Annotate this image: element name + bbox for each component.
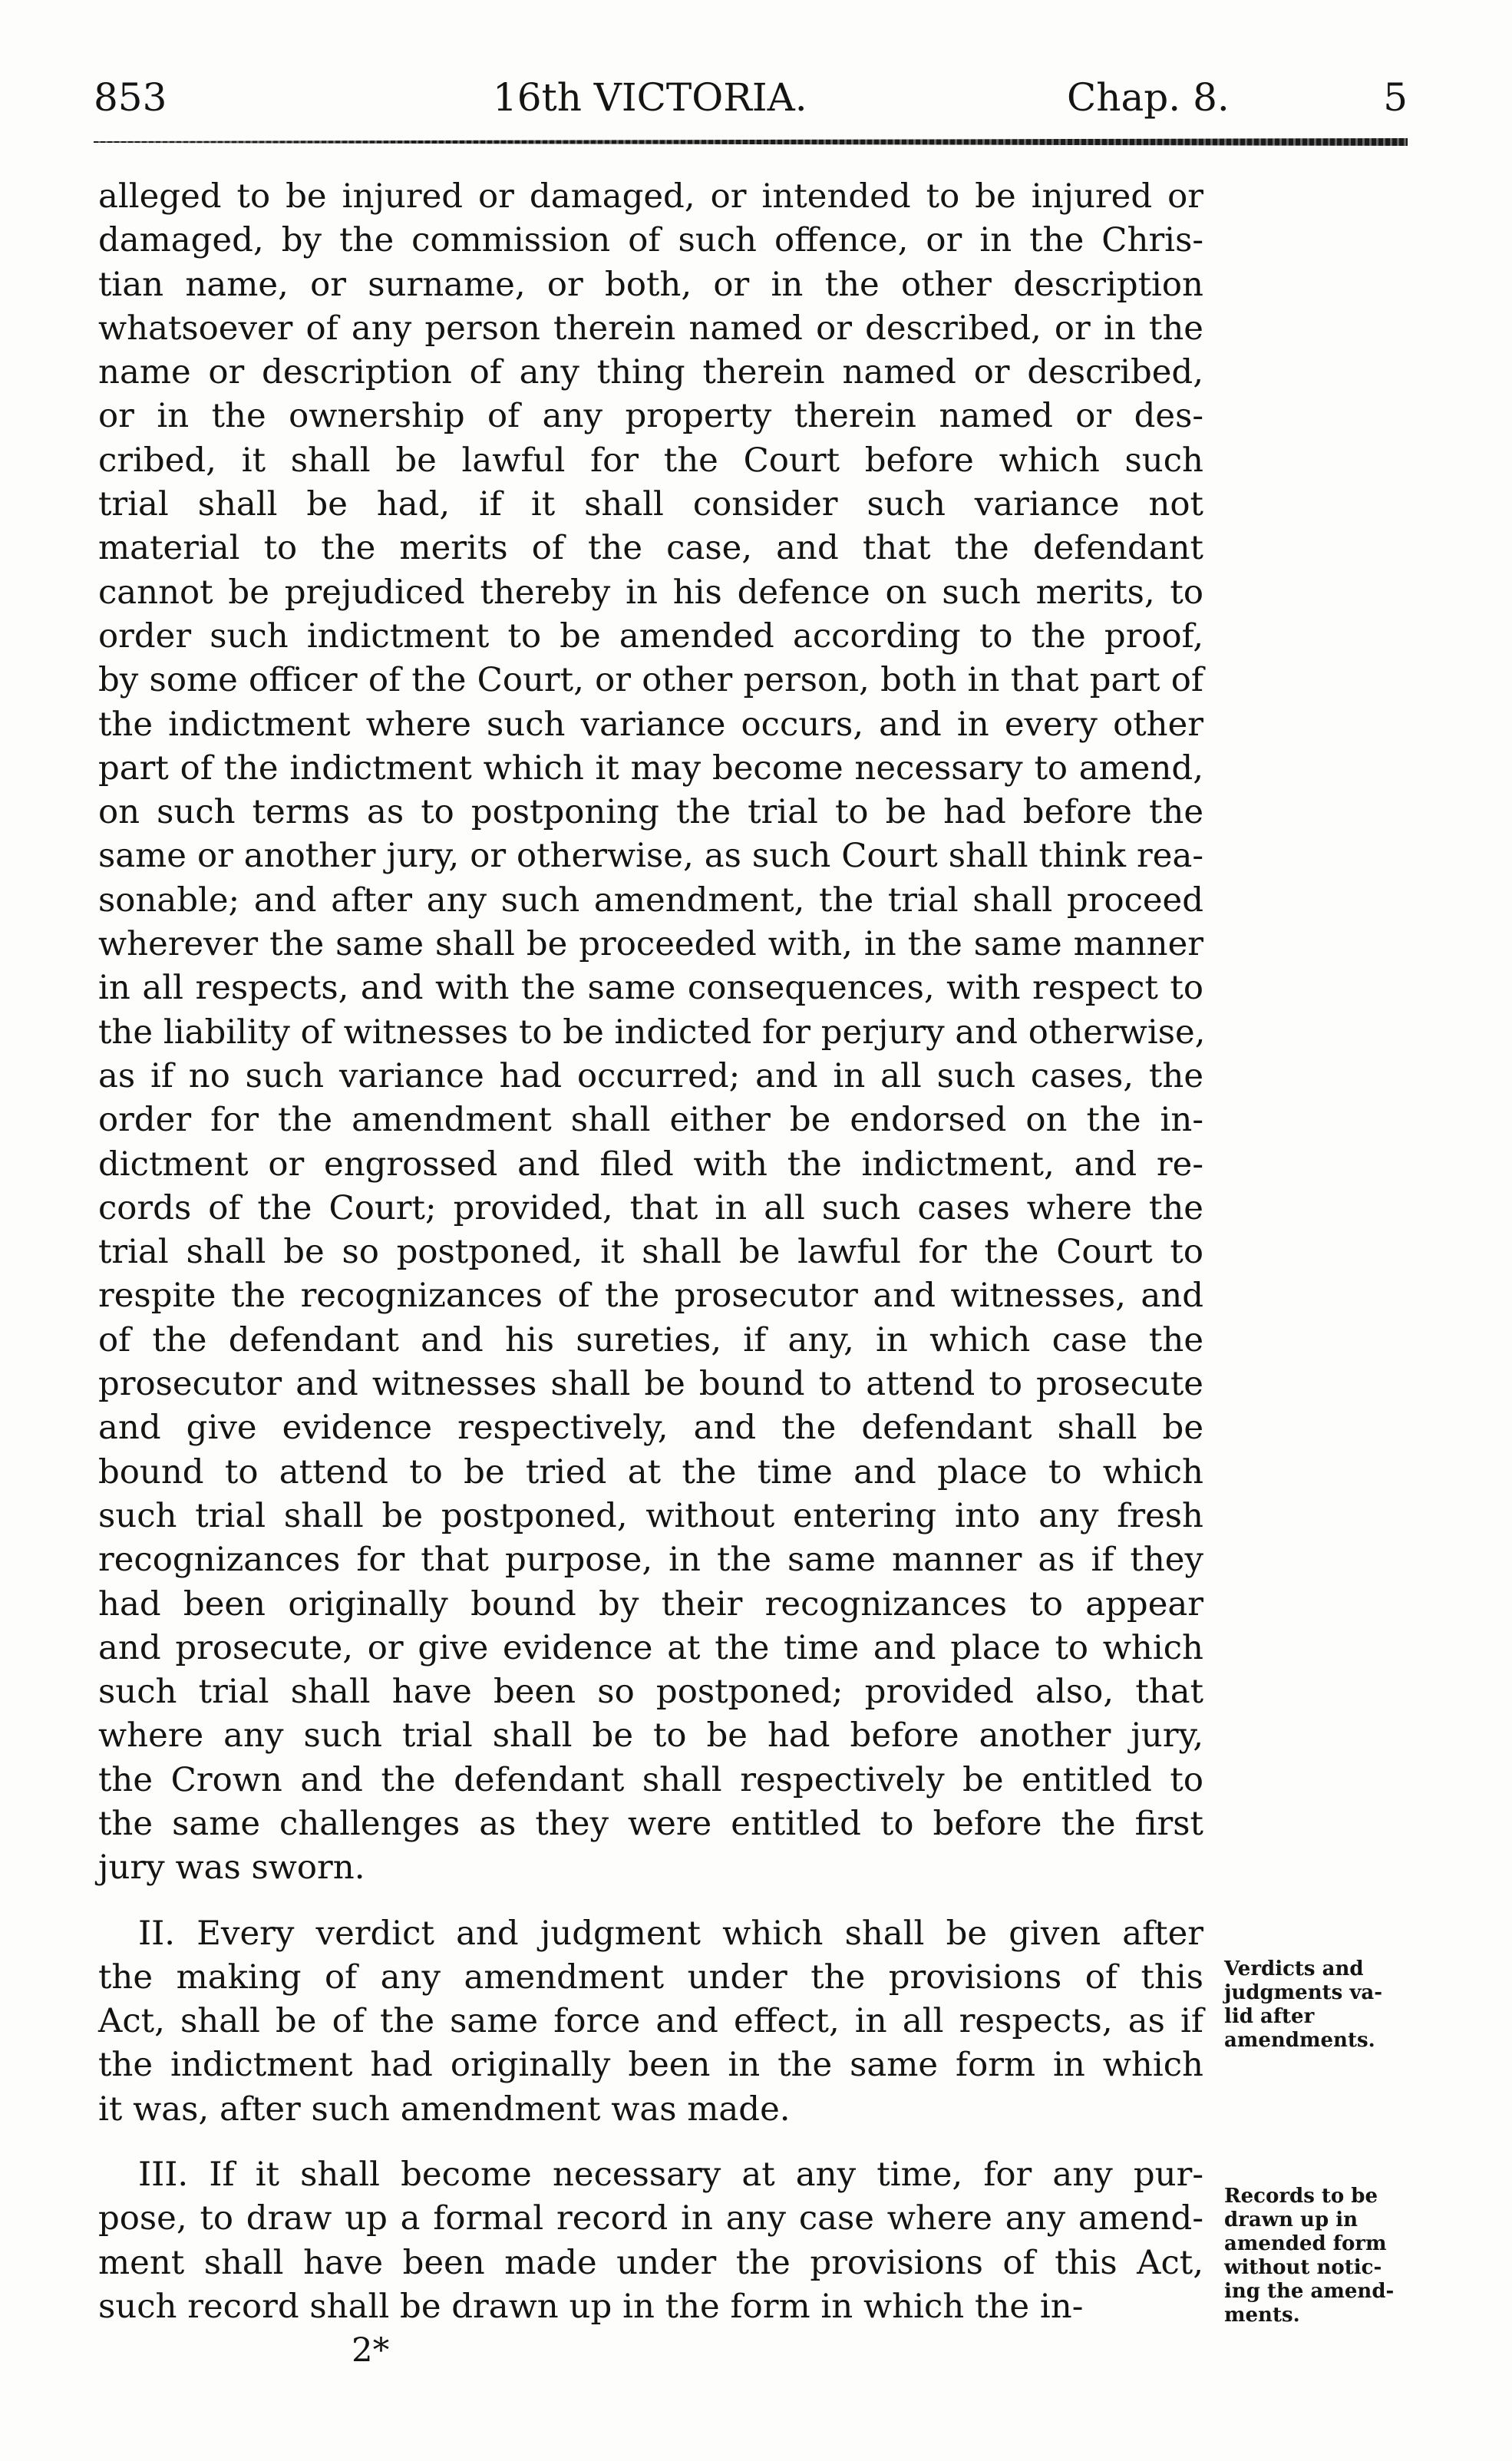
text-line: same or another jury, or otherwise, as such Court shall think rea- [98, 837, 1203, 876]
text-line: bound to attend to be tried at the time and place to which [98, 1452, 1203, 1491]
text-line: by some officer of the Court, or other person, both in that part of [98, 661, 1203, 700]
text-line: it was, after such amendment was made. [98, 2089, 791, 2129]
running-title: 16th VICTORIA. [493, 75, 807, 120]
text-line: prosecutor and witnesses shall be bound to attend to prosecute [98, 1365, 1203, 1404]
text-line: III. If it shall become necessary at any time, for any pur- [138, 2155, 1203, 2195]
text-line: pose, to draw up a formal record in any case where any amend- [98, 2199, 1203, 2238]
text-line: the liability of witnesses to be indicted for perjury and otherwise, [98, 1012, 1206, 1052]
paragraph-1 [98, 175, 1206, 1891]
text-line: where any such trial shall be to be had before another jury, [98, 1716, 1203, 1756]
margin-note-line: Records to be [1224, 2185, 1378, 2208]
paragraph-3-section-iii [98, 2153, 1203, 2329]
text-line: cribed, it shall be lawful for the Court before which such [98, 441, 1203, 480]
page-number-left: 853 [94, 75, 167, 120]
text-line: respite the recognizances of the prosecutor and witnesses, and [98, 1277, 1203, 1316]
text-line: of the defendant and his sureties, if any, in which case the [98, 1320, 1203, 1359]
body-text [98, 175, 1206, 2373]
margin-note-line: amendments. [1224, 2029, 1375, 2052]
text-line: alleged to be injured or damaged, or intended to be injured or [98, 177, 1203, 216]
text-line: and prosecute, or give evidence at the time and place to which [98, 1628, 1203, 1667]
text-line: tian name, or surname, or both, or in the other description [98, 265, 1203, 304]
text-line: or in the ownership of any property therein named or des- [98, 397, 1203, 436]
margin-note-verdicts [1224, 1957, 1424, 2053]
signature-mark: 2* [352, 2331, 390, 2370]
text-line: order for the amendment shall either be endorsed on the in- [98, 1101, 1203, 1140]
text-line: dictment or engrossed and filed with the indictment, and re- [98, 1145, 1203, 1184]
text-line: as if no such variance had occurred; and in all such cases, the [98, 1056, 1203, 1095]
text-line: jury was sworn. [98, 1848, 365, 1888]
text-line: such trial shall be postponed, without entering into any fresh [98, 1496, 1203, 1535]
header-rule [94, 138, 1408, 146]
margin-note-line: judgments va- [1224, 1981, 1383, 2004]
margin-note-line: ing the amend- [1224, 2280, 1395, 2303]
text-line: name or description of any thing therein named or described, [98, 353, 1203, 392]
chapter-label: Chap. 8. [1067, 75, 1230, 120]
margin-note-line: amended form [1224, 2232, 1387, 2255]
text-line: the making of any amendment under the provisions of this [98, 1957, 1203, 1997]
text-line: trial shall be so postponed, it shall be lawful for the Court to [98, 1233, 1203, 1272]
text-line: cords of the Court; provided, that in all such cases where the [98, 1188, 1203, 1227]
text-line: on such terms as to postponing the trial to be had before the [98, 793, 1203, 832]
margin-note-line: without notic- [1224, 2256, 1382, 2279]
text-line: recognizances for that purpose, in the same manner as if they [98, 1541, 1203, 1580]
text-line: cannot be prejudiced thereby in his defence on such merits, to [98, 573, 1203, 612]
text-line: order such indictment to be amended according to the proof, [98, 616, 1203, 656]
text-line: II. Every verdict and judgment which shall be given after [138, 1914, 1203, 1953]
text-line: trial shall be had, if it shall consider such variance not [98, 485, 1203, 524]
text-line: sonable; and after any such amendment, the trial shall proceed [98, 880, 1203, 920]
margin-note-records [1224, 2185, 1424, 2327]
text-line: the same challenges as they were entitled to before the first [98, 1804, 1203, 1843]
text-line: and give evidence respectively, and the defendant shall be [98, 1409, 1203, 1448]
text-line: damaged, by the commission of such offence, or in the Chris- [98, 221, 1203, 260]
paragraph-2-section-ii [98, 1912, 1203, 2132]
text-line: such trial shall have been so postponed; provided also, that [98, 1673, 1203, 1712]
text-line: the Crown and the defendant shall respectively be entitled to [98, 1760, 1203, 1799]
text-line: the indictment where such variance occurs, and in every other [98, 705, 1203, 744]
text-line: ment shall have been made under the provisions of this Act, [98, 2243, 1203, 2282]
margin-note-line: Verdicts and [1224, 1957, 1364, 1980]
text-line: whatsoever of any person therein named or described, or in the [98, 309, 1203, 348]
margin-note-line: ments. [1224, 2304, 1300, 2327]
text-line: in all respects, and with the same consequences, with respect to [98, 969, 1203, 1008]
text-line: had been originally bound by their recognizances to appear [98, 1584, 1203, 1624]
margin-note-line: lid after [1224, 2005, 1315, 2028]
text-line: wherever the same shall be proceeded with, in the same manner [98, 925, 1203, 964]
text-line: the indictment had originally been in the same form in which [98, 2046, 1203, 2085]
text-line: such record shall be drawn up in the form in which the in- [98, 2287, 1084, 2326]
text-line: part of the indictment which it may become necessary to amend, [98, 748, 1203, 788]
text-line: material to the merits of the case, and that the defendant [98, 529, 1203, 568]
text-line: Act, shall be of the same force and effect, in all respects, as if [98, 2002, 1203, 2041]
running-header [94, 71, 1408, 124]
page-number-right: 5 [1383, 75, 1408, 120]
margin-note-line: drawn up in [1224, 2208, 1358, 2231]
